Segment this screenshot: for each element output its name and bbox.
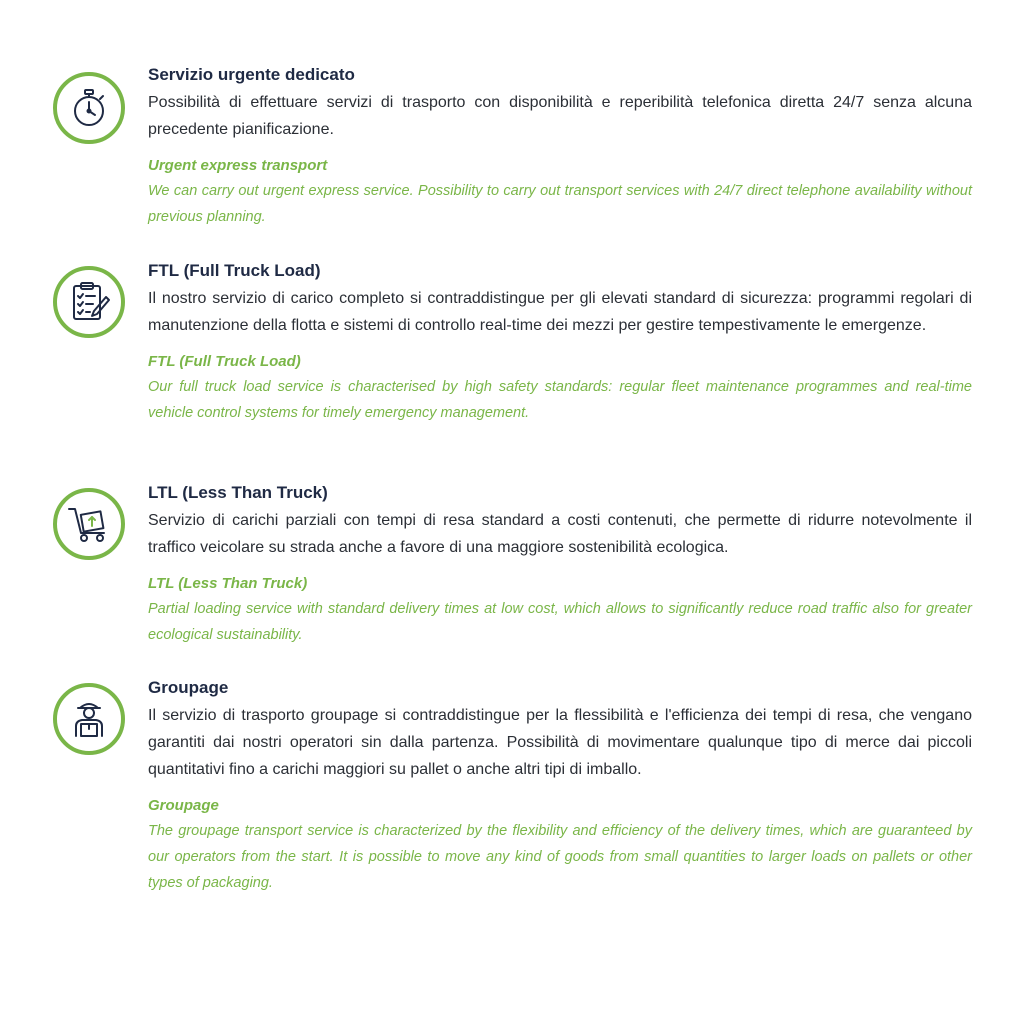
service-title: LTL (Less Than Truck) [148,483,328,502]
service-content [148,482,972,648]
service-description: Servizio di carichi parziali con tempi di resa standard a costi contenuti, che permette di ridurre notevolmente il traffico veicolare su strada anche a favore di una maggiore sostenibilità ecologica. [148,512,972,556]
courier-package-icon [53,683,125,755]
service-title: FTL (Full Truck Load) [148,261,321,280]
service-content [148,64,972,230]
service-en-title: Urgent express transport [148,157,328,174]
service-title: Groupage [148,678,229,697]
service-en-description: The groupage transport service is characterized by the flexibility and efficiency of the delivery times, which are guaranteed by our operators from the start. It is possible to move any kind of goods from small quantities to larger loads on pallets or other types of packaging. [148,823,972,891]
service-description: Il servizio di trasporto groupage si contraddistingue per la flessibilità e l'efficienza dei tempi di resa, che vengano garantiti dai nostri operatori sin dalla partenza. Possibilità di movimentare qualunque tipo di merce dai piccoli quantitativi fino a carichi maggiori su pallet o anche altri tipi di imballo. [148,707,972,778]
service-en-description: We can carry out urgent express service. Possibility to carry out transport services with 24/7 direct telephone availability without previous planning. [148,183,972,225]
service-description: Possibilità di effettuare servizi di trasporto con disponibilità e reperibilità telefonica diretta 24/7 senza alcuna precedente pianificazione. [148,94,972,138]
service-en-description: Partial loading service with standard delivery times at low cost, which allows to significantly reduce road traffic also for greater ecological sustainability. [148,601,972,643]
cart-box-icon [53,488,125,560]
clipboard-checklist-icon [53,266,125,338]
service-title: Servizio urgente dedicato [148,65,355,84]
stopwatch-icon [53,72,125,144]
service-en-title: LTL (Less Than Truck) [148,575,308,592]
service-en-title: FTL (Full Truck Load) [148,353,301,370]
service-en-title: Groupage [148,797,219,814]
service-content [148,677,972,896]
service-content [148,260,972,426]
service-en-description: Our full truck load service is characterised by high safety standards: regular fleet maintenance programmes and real-time vehicle control systems for timely emergency management. [148,379,972,421]
service-description: Il nostro servizio di carico completo si contraddistingue per gli elevati standard di sicurezza: programmi regolari di manutenzione della flotta e sistemi di controllo real-time dei mezzi per gestire tempestivamente le emergenze. [148,290,972,334]
